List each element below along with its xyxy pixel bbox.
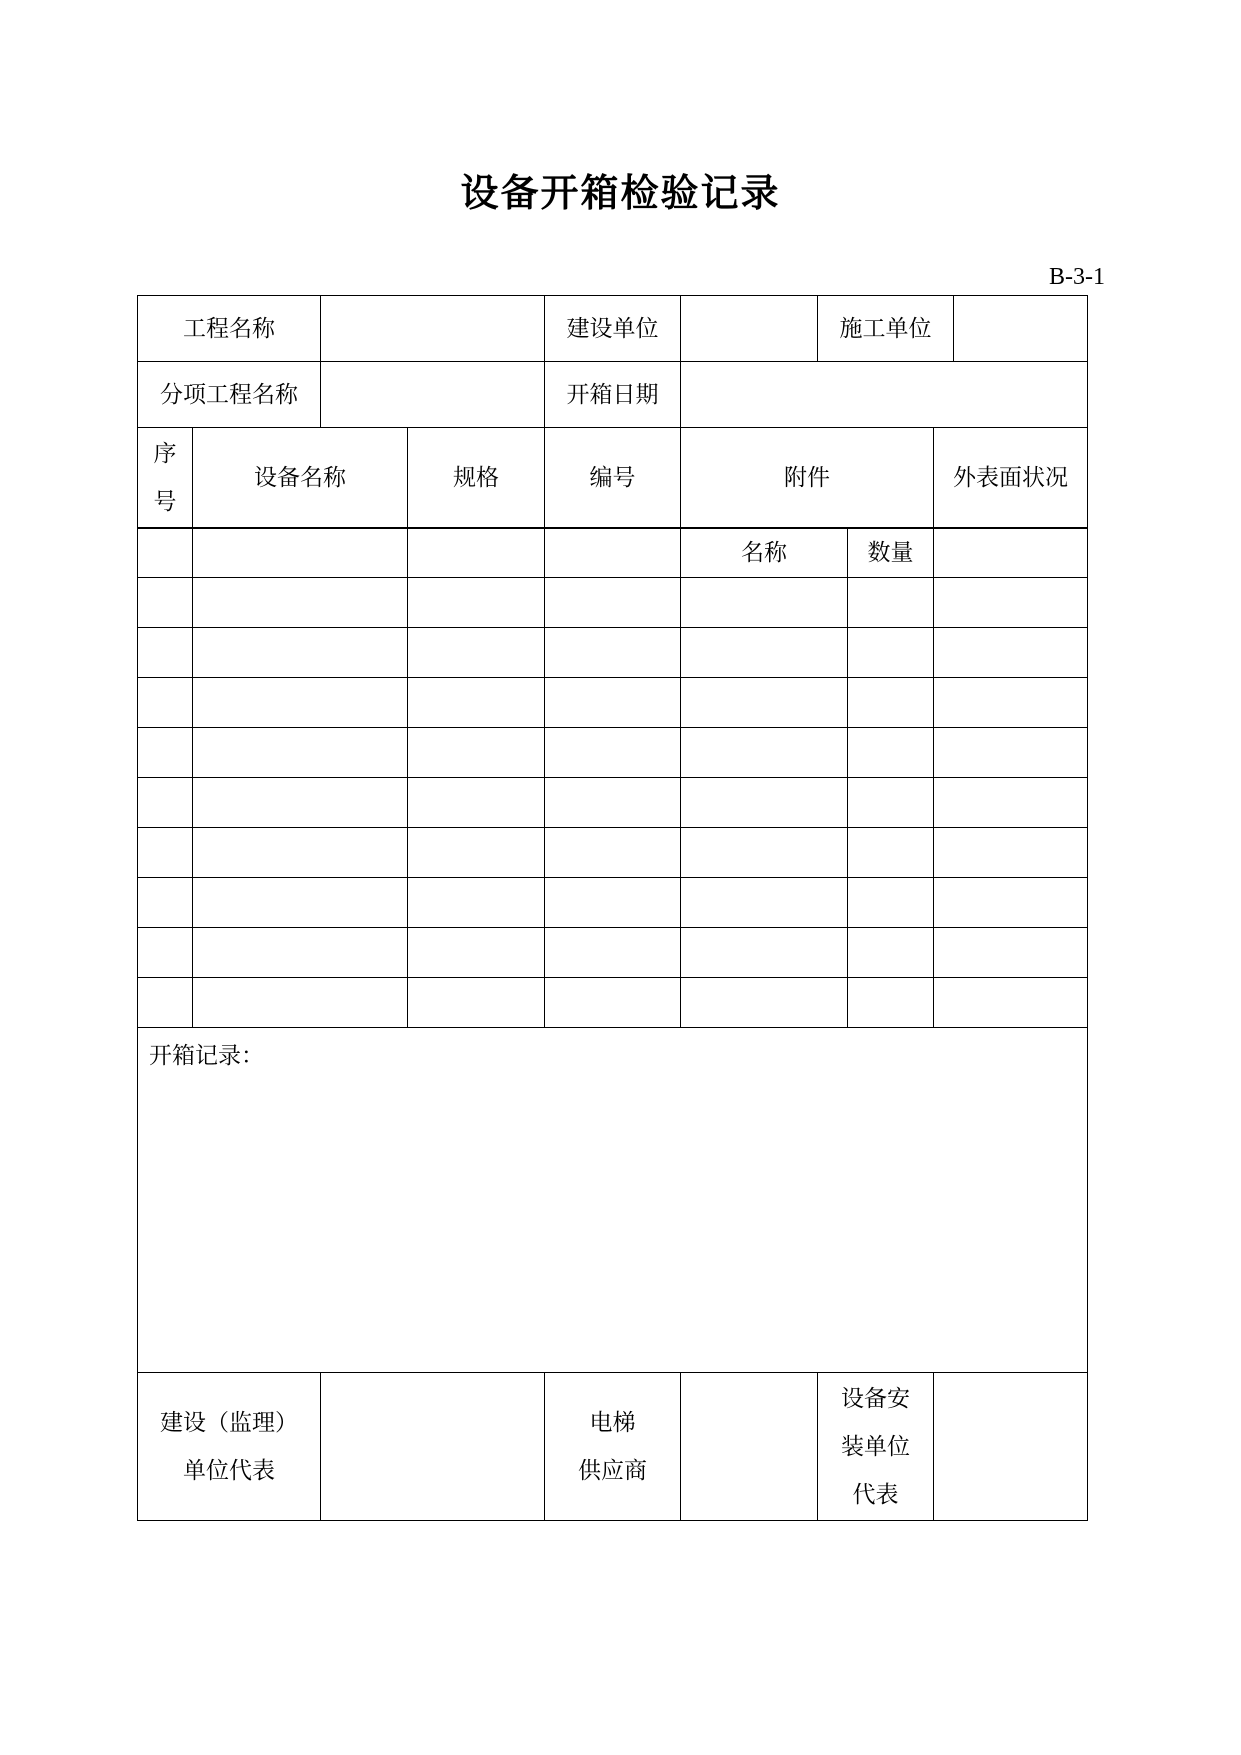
project-name-field[interactable] [321, 296, 544, 361]
table-cell-device-name[interactable] [193, 978, 407, 1027]
table-cell-seq[interactable] [138, 678, 192, 727]
col-header-seq-line2: 号 [153, 488, 177, 515]
elevator-supplier-signature-field[interactable] [681, 1373, 817, 1520]
table-cell-seq[interactable] [138, 778, 192, 827]
table-cell-acc-qty[interactable] [848, 678, 933, 727]
owner-rep-label-line1: 建设（监理） [160, 1409, 298, 1436]
col-header-accessories: 附件 [784, 464, 830, 491]
table-cell-acc-name[interactable] [681, 878, 847, 927]
installer-rep-label [818, 1373, 933, 1520]
contractor-field[interactable] [954, 296, 1087, 361]
col-header-seq-line1: 序 [153, 440, 177, 467]
table-cell-device-name[interactable] [193, 928, 407, 977]
table-cell-spec[interactable] [408, 928, 544, 977]
table-cell-number[interactable] [545, 828, 680, 877]
col-header-number: 编号 [589, 464, 636, 491]
table-cell-surface[interactable] [934, 828, 1087, 877]
table-cell-spec[interactable] [408, 628, 544, 677]
table-cell-acc-qty[interactable] [848, 578, 933, 627]
table-cell-spec[interactable] [408, 678, 544, 727]
table-cell-acc-name[interactable] [681, 678, 847, 727]
table-cell-device-name[interactable] [193, 578, 407, 627]
table-cell-device-name[interactable] [193, 878, 407, 927]
table-cell-surface[interactable] [934, 678, 1087, 727]
table-cell-acc-qty[interactable] [848, 628, 933, 677]
sub-project-field[interactable] [321, 362, 544, 427]
table-cell-seq[interactable] [138, 628, 192, 677]
table-cell-seq[interactable] [138, 728, 192, 777]
table-cell-acc-qty[interactable] [848, 978, 933, 1027]
unbox-date-field[interactable] [681, 362, 1087, 427]
table-cell-acc-qty[interactable] [848, 778, 933, 827]
table-cell-seq[interactable] [138, 878, 192, 927]
table-cell-number[interactable] [545, 778, 680, 827]
table-cell-device-name[interactable] [193, 628, 407, 677]
owner-rep-label [138, 1373, 320, 1520]
owner-rep-signature-field[interactable] [321, 1373, 544, 1520]
sub-header-acc-qty: 数量 [867, 540, 914, 566]
table-cell-acc-name[interactable] [681, 728, 847, 777]
installer-rep-label-line2: 装单位 [841, 1433, 910, 1460]
table-cell-spec[interactable] [408, 778, 544, 827]
table-cell-acc-name[interactable] [681, 628, 847, 677]
elevator-supplier-label-line2: 供应商 [578, 1457, 647, 1484]
table-cell-number[interactable] [545, 728, 680, 777]
table-cell-seq[interactable] [138, 928, 192, 977]
table-cell-acc-qty[interactable] [848, 928, 933, 977]
project-name-label: 工程名称 [183, 315, 275, 342]
table-cell-number[interactable] [545, 578, 680, 627]
sub-project-label: 分项工程名称 [160, 381, 298, 408]
table-cell-acc-qty[interactable] [848, 878, 933, 927]
col-header-surface: 外表面状况 [953, 464, 1068, 491]
installer-rep-label-line1: 设备安 [841, 1385, 910, 1412]
notes-field[interactable] [149, 1075, 1075, 1365]
table-cell-device-name[interactable] [193, 529, 407, 577]
table-cell-seq[interactable] [138, 529, 192, 577]
col-header-seq [138, 428, 192, 527]
table-cell-device-name[interactable] [193, 828, 407, 877]
table-cell-acc-qty[interactable] [848, 828, 933, 877]
page-title: 设备开箱检验记录 [460, 171, 781, 215]
table-cell-acc-name[interactable] [681, 828, 847, 877]
owner-unit-label: 建设单位 [566, 315, 659, 342]
table-cell-number[interactable] [545, 678, 680, 727]
table-cell-number[interactable] [545, 529, 680, 577]
elevator-supplier-label-line1: 电梯 [589, 1409, 636, 1436]
installer-rep-label-line3: 代表 [852, 1481, 899, 1508]
table-cell-device-name[interactable] [193, 678, 407, 727]
table-cell-spec[interactable] [408, 878, 544, 927]
owner-unit-field[interactable] [681, 296, 817, 361]
table-cell-number[interactable] [545, 978, 680, 1027]
table-cell-seq[interactable] [138, 978, 192, 1027]
table-cell-spec[interactable] [408, 529, 544, 577]
table-cell-acc-name[interactable] [681, 578, 847, 627]
table-cell-surface[interactable] [934, 529, 1087, 577]
table-cell-spec[interactable] [408, 828, 544, 877]
table-border-bottom [137, 1520, 1088, 1521]
table-cell-device-name[interactable] [193, 728, 407, 777]
form-code: B-3-1 [1049, 264, 1105, 290]
table-cell-surface[interactable] [934, 928, 1087, 977]
unbox-date-label: 开箱日期 [566, 381, 659, 408]
table-cell-spec[interactable] [408, 728, 544, 777]
table-cell-acc-name[interactable] [681, 978, 847, 1027]
table-border-right [1087, 295, 1088, 1521]
contractor-label: 施工单位 [839, 315, 932, 342]
table-cell-surface[interactable] [934, 978, 1087, 1027]
table-cell-acc-qty[interactable] [848, 728, 933, 777]
table-cell-surface[interactable] [934, 728, 1087, 777]
table-cell-spec[interactable] [408, 578, 544, 627]
owner-rep-label-line2: 单位代表 [183, 1457, 275, 1484]
table-cell-spec[interactable] [408, 978, 544, 1027]
table-cell-surface[interactable] [934, 878, 1087, 927]
table-cell-number[interactable] [545, 878, 680, 927]
col-header-spec: 规格 [453, 464, 499, 491]
table-cell-number[interactable] [545, 928, 680, 977]
sub-header-acc-name: 名称 [741, 540, 787, 566]
inspection-form-table [137, 295, 1088, 1521]
elevator-supplier-label [545, 1373, 680, 1520]
table-line-r10 [137, 1027, 1088, 1028]
table-cell-seq[interactable] [138, 578, 192, 627]
notes-label: 开箱记录： [149, 1043, 264, 1069]
table-cell-surface[interactable] [934, 778, 1087, 827]
table-cell-acc-name[interactable] [681, 778, 847, 827]
col-header-device-name: 设备名称 [254, 464, 346, 491]
table-cell-number[interactable] [545, 628, 680, 677]
table-cell-surface[interactable] [934, 578, 1087, 627]
table-cell-acc-name[interactable] [681, 928, 847, 977]
table-cell-seq[interactable] [138, 828, 192, 877]
table-cell-surface[interactable] [934, 628, 1087, 677]
installer-rep-signature-field[interactable] [934, 1373, 1087, 1520]
table-cell-device-name[interactable] [193, 778, 407, 827]
